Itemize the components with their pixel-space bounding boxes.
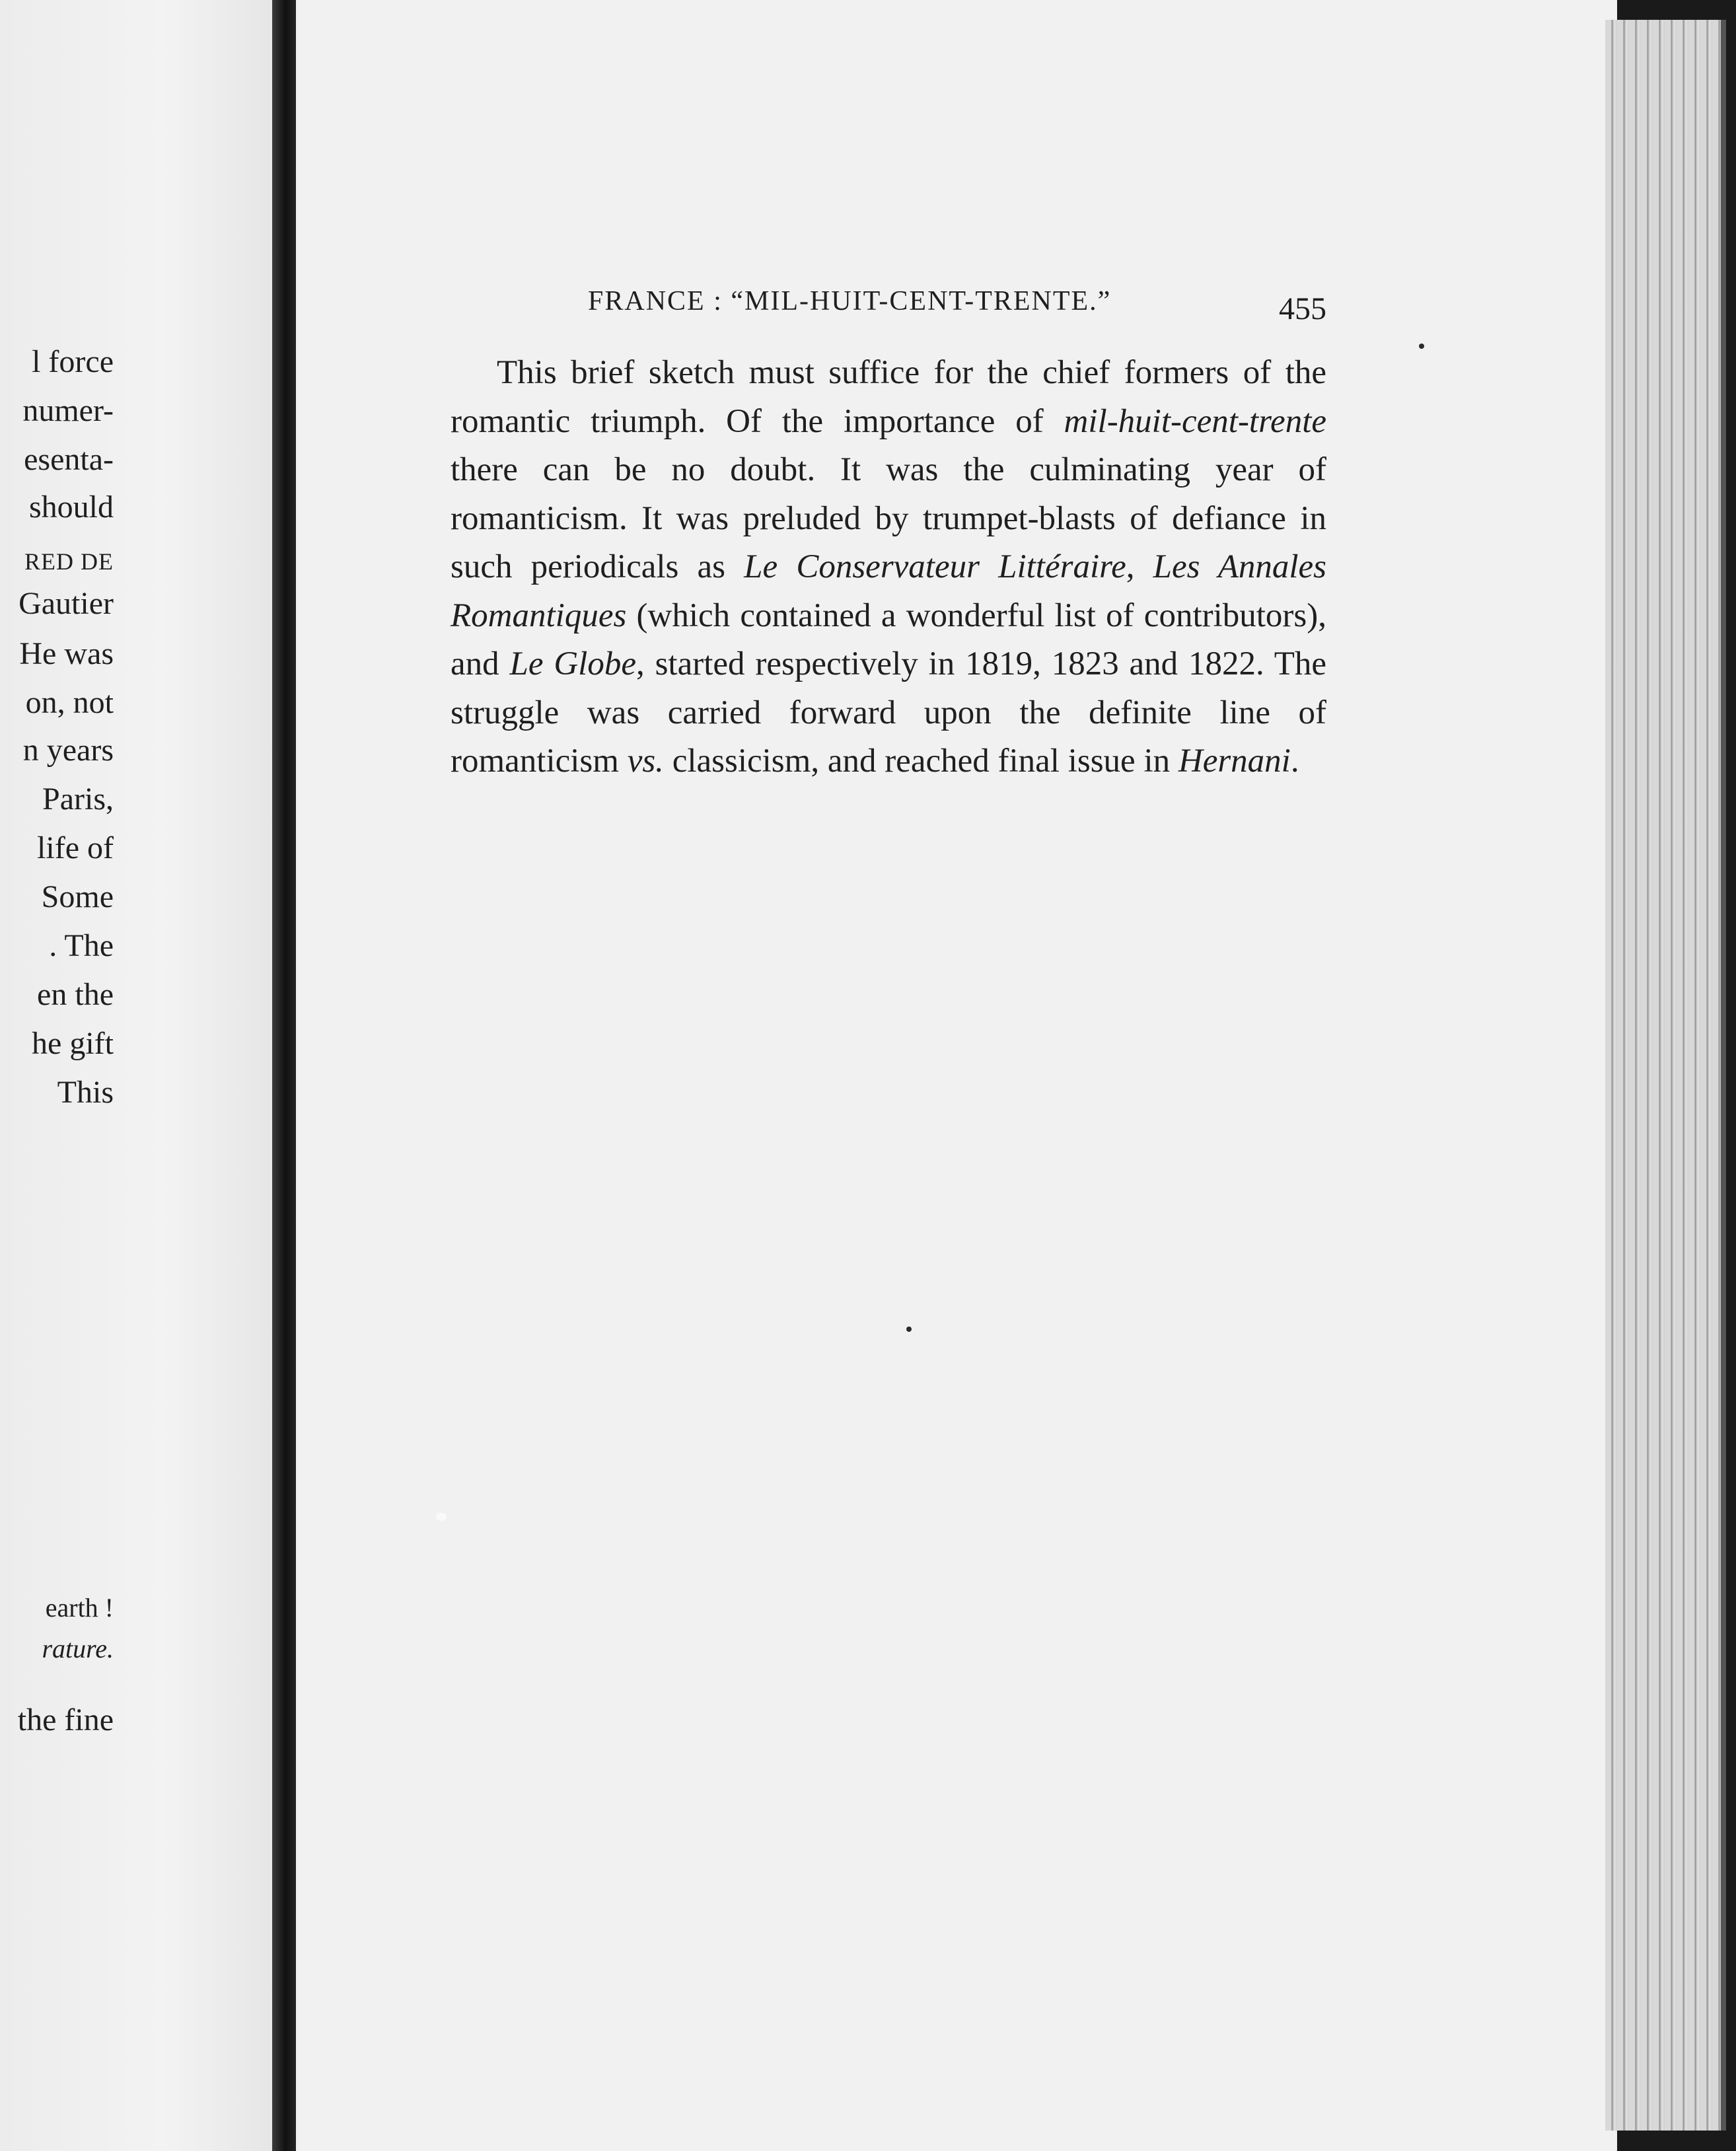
left-page-line: esenta- xyxy=(24,442,114,477)
italic-term: vs. xyxy=(627,743,664,780)
book-gutter xyxy=(272,0,299,2151)
text-run: , xyxy=(1126,548,1153,585)
left-page-line: n years xyxy=(22,733,114,768)
text-run: . xyxy=(1290,743,1299,780)
paragraph xyxy=(451,349,1326,786)
italic-title: Hernani xyxy=(1178,743,1291,780)
dust-speck xyxy=(1419,344,1424,349)
left-page-line: He was xyxy=(19,636,114,671)
left-page-line: . The xyxy=(49,928,114,963)
page-number: 455 xyxy=(1279,291,1326,326)
left-page-line: earth ! xyxy=(45,1593,114,1622)
italic-title: Le Conservateur Littéraire xyxy=(744,548,1126,585)
left-page-line: Gautier xyxy=(18,586,114,621)
text-run: (which contained a wonderful list of contributors), and xyxy=(451,597,1326,682)
left-page-line: rature. xyxy=(42,1634,114,1663)
left-page-line: life of xyxy=(37,830,114,865)
dust-speck xyxy=(906,1327,912,1332)
running-head xyxy=(588,285,1326,325)
left-page-line: numer- xyxy=(22,393,114,428)
left-page-line: Paris, xyxy=(42,782,114,817)
left-page-line: l force xyxy=(32,344,114,379)
italic-term: mil-huit-cent-trente xyxy=(1064,402,1326,440)
text-run: there can be no doubt. It was the culminating year of romanticism. It was preluded by trumpet-blasts of defiance in such periodicals as xyxy=(451,451,1326,585)
body-text xyxy=(451,349,1326,786)
dust-speck xyxy=(436,1513,447,1521)
left-page-line: Some xyxy=(41,879,114,914)
left-page-line: he gift xyxy=(32,1026,114,1061)
italic-title: Le Globe xyxy=(509,645,636,682)
left-page-line: on, not xyxy=(25,685,114,720)
left-page-line: RED DE xyxy=(24,548,114,575)
italic-title: Les Annales Romantiques xyxy=(451,548,1327,634)
left-page-line: the fine xyxy=(17,1702,114,1737)
page-edges xyxy=(1605,20,1726,2131)
left-page-fragment xyxy=(0,0,272,2151)
text-run: classicism, and reached final issue in xyxy=(663,743,1178,780)
running-title: FRANCE : “MIL-HUIT-CENT-TRENTE.” xyxy=(588,286,1112,316)
text-run: , started respectively in 1819, 1823 and 1822. The struggle was carried forward upon the definite line of romanticism xyxy=(451,645,1326,780)
left-page-line: should xyxy=(28,490,114,525)
text-run: This brief sketch must suffice for the chief formers of the romantic triumph. Of the importance of xyxy=(451,354,1326,440)
left-page-line: en the xyxy=(37,977,114,1012)
left-page-line: This xyxy=(57,1075,114,1110)
